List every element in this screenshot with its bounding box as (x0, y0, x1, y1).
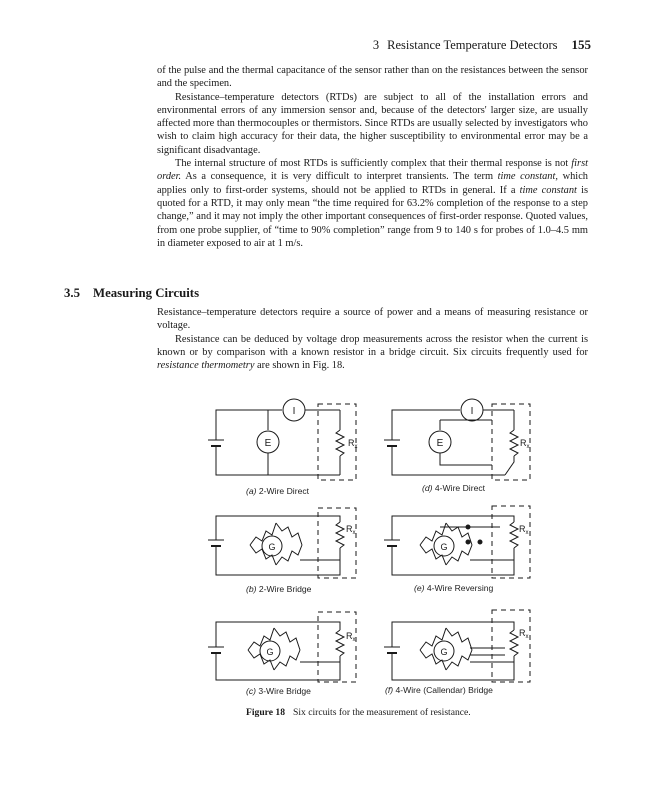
paragraph-4: Resistance–temperature detectors require a source of power and a means of measuring resistance or voltage. (157, 307, 588, 332)
paragraph-5: Resistance can be deduced by voltage drop measurements across the resistor when the current is known or by comparison with a known resistor in a bridge circuit. Six circuits frequently used for resistance thermometry are shown in Fig. 18. (157, 333, 588, 372)
page-header (373, 37, 591, 53)
svg-text:Rx: $R_x$ (519, 628, 529, 640)
figure-label: Figure 18 (246, 707, 285, 718)
svg-text:G: G (440, 647, 448, 657)
ammeter-circle (283, 399, 305, 421)
section-heading (64, 286, 199, 301)
svg-text:Rx: $R_x$ (346, 524, 356, 536)
figure-caption (246, 707, 471, 718)
circuit-d-4-wire-direct (384, 399, 530, 480)
label-b: (b) 2-Wire Bridge (246, 584, 312, 594)
circuit-a-2-wire-direct (208, 399, 358, 480)
svg-text:Rx: $R_x$ (520, 438, 530, 450)
paragraph-2: Resistance–temperature detectors (RTDs) are subject to all of the installation errors and environmental errors of any immersion sensor and, because of the detectors' larger size, are usually affected more than thermocouples or thermistors. Since RTDs are usually selected by investigators who wish to claim high accuracy for their data, the higher susceptibility to environmental error may be a significant disadvantage. (157, 91, 588, 156)
page-number: 155 (571, 37, 591, 52)
label-e: (e) 4-Wire Reversing (414, 583, 494, 593)
paragraph-3: The internal structure of most RTDs is sufficiently complex that their thermal response is not first order. As a consequence, it is very difficult to interpret transients. The term time constant, which applies only to first-order systems, should not be applied to RTDs in general. If a time constant is quoted for a RTD, it may only mean “the time required for 63.2% completion of the response to a step change,” and it may not imply the other important consequences of first-order response. Quoted values, from one probe supplier, of “time to 90% completion” range from 9 to 140 s for probes of 1.0–4.5 mm in diameter exposed to air at 1 m/s. (157, 158, 589, 249)
figure-caption-text: Six circuits for the measurement of resistance. (293, 707, 471, 718)
section-title: Measuring Circuits (93, 286, 200, 300)
label-d: (d) 4-Wire Direct (422, 483, 486, 493)
paragraph-1: of the pulse and the thermal capacitance of the sensor rather than on the resistances between the sensor and the specimen. (157, 65, 588, 90)
svg-text:Rx: $R_x$ (346, 631, 356, 643)
circuit-c-3-wire-bridge (208, 612, 356, 682)
svg-text:E: E (436, 438, 444, 449)
svg-text:G: G (266, 647, 274, 657)
body-text-section (157, 306, 588, 372)
circuit-e-4-wire-reversing (384, 506, 530, 578)
chapter-number: 3 (372, 38, 380, 52)
svg-text:G: G (268, 542, 276, 552)
label-c: (c) 3-Wire Bridge (246, 686, 311, 696)
body-text-top (157, 64, 588, 250)
svg-text:Rx: $R_x$ (519, 524, 529, 536)
current-symbol: I (292, 406, 296, 417)
section-number: 3.5 (64, 286, 80, 300)
label-f: (f) 4-Wire (Callendar) Bridge (385, 685, 493, 695)
voltmeter-symbol: E (264, 438, 272, 449)
label-a: (a) 2-Wire Direct (246, 486, 310, 496)
svg-text:G: G (440, 542, 448, 552)
circuit-b-2-wire-bridge (208, 508, 356, 578)
svg-text:Rx: $R_x$ (348, 438, 358, 450)
circuit-f-4-wire-callendar-bridge (384, 610, 530, 682)
chapter-title: Resistance Temperature Detectors (387, 38, 558, 52)
svg-text:I: I (470, 406, 474, 417)
